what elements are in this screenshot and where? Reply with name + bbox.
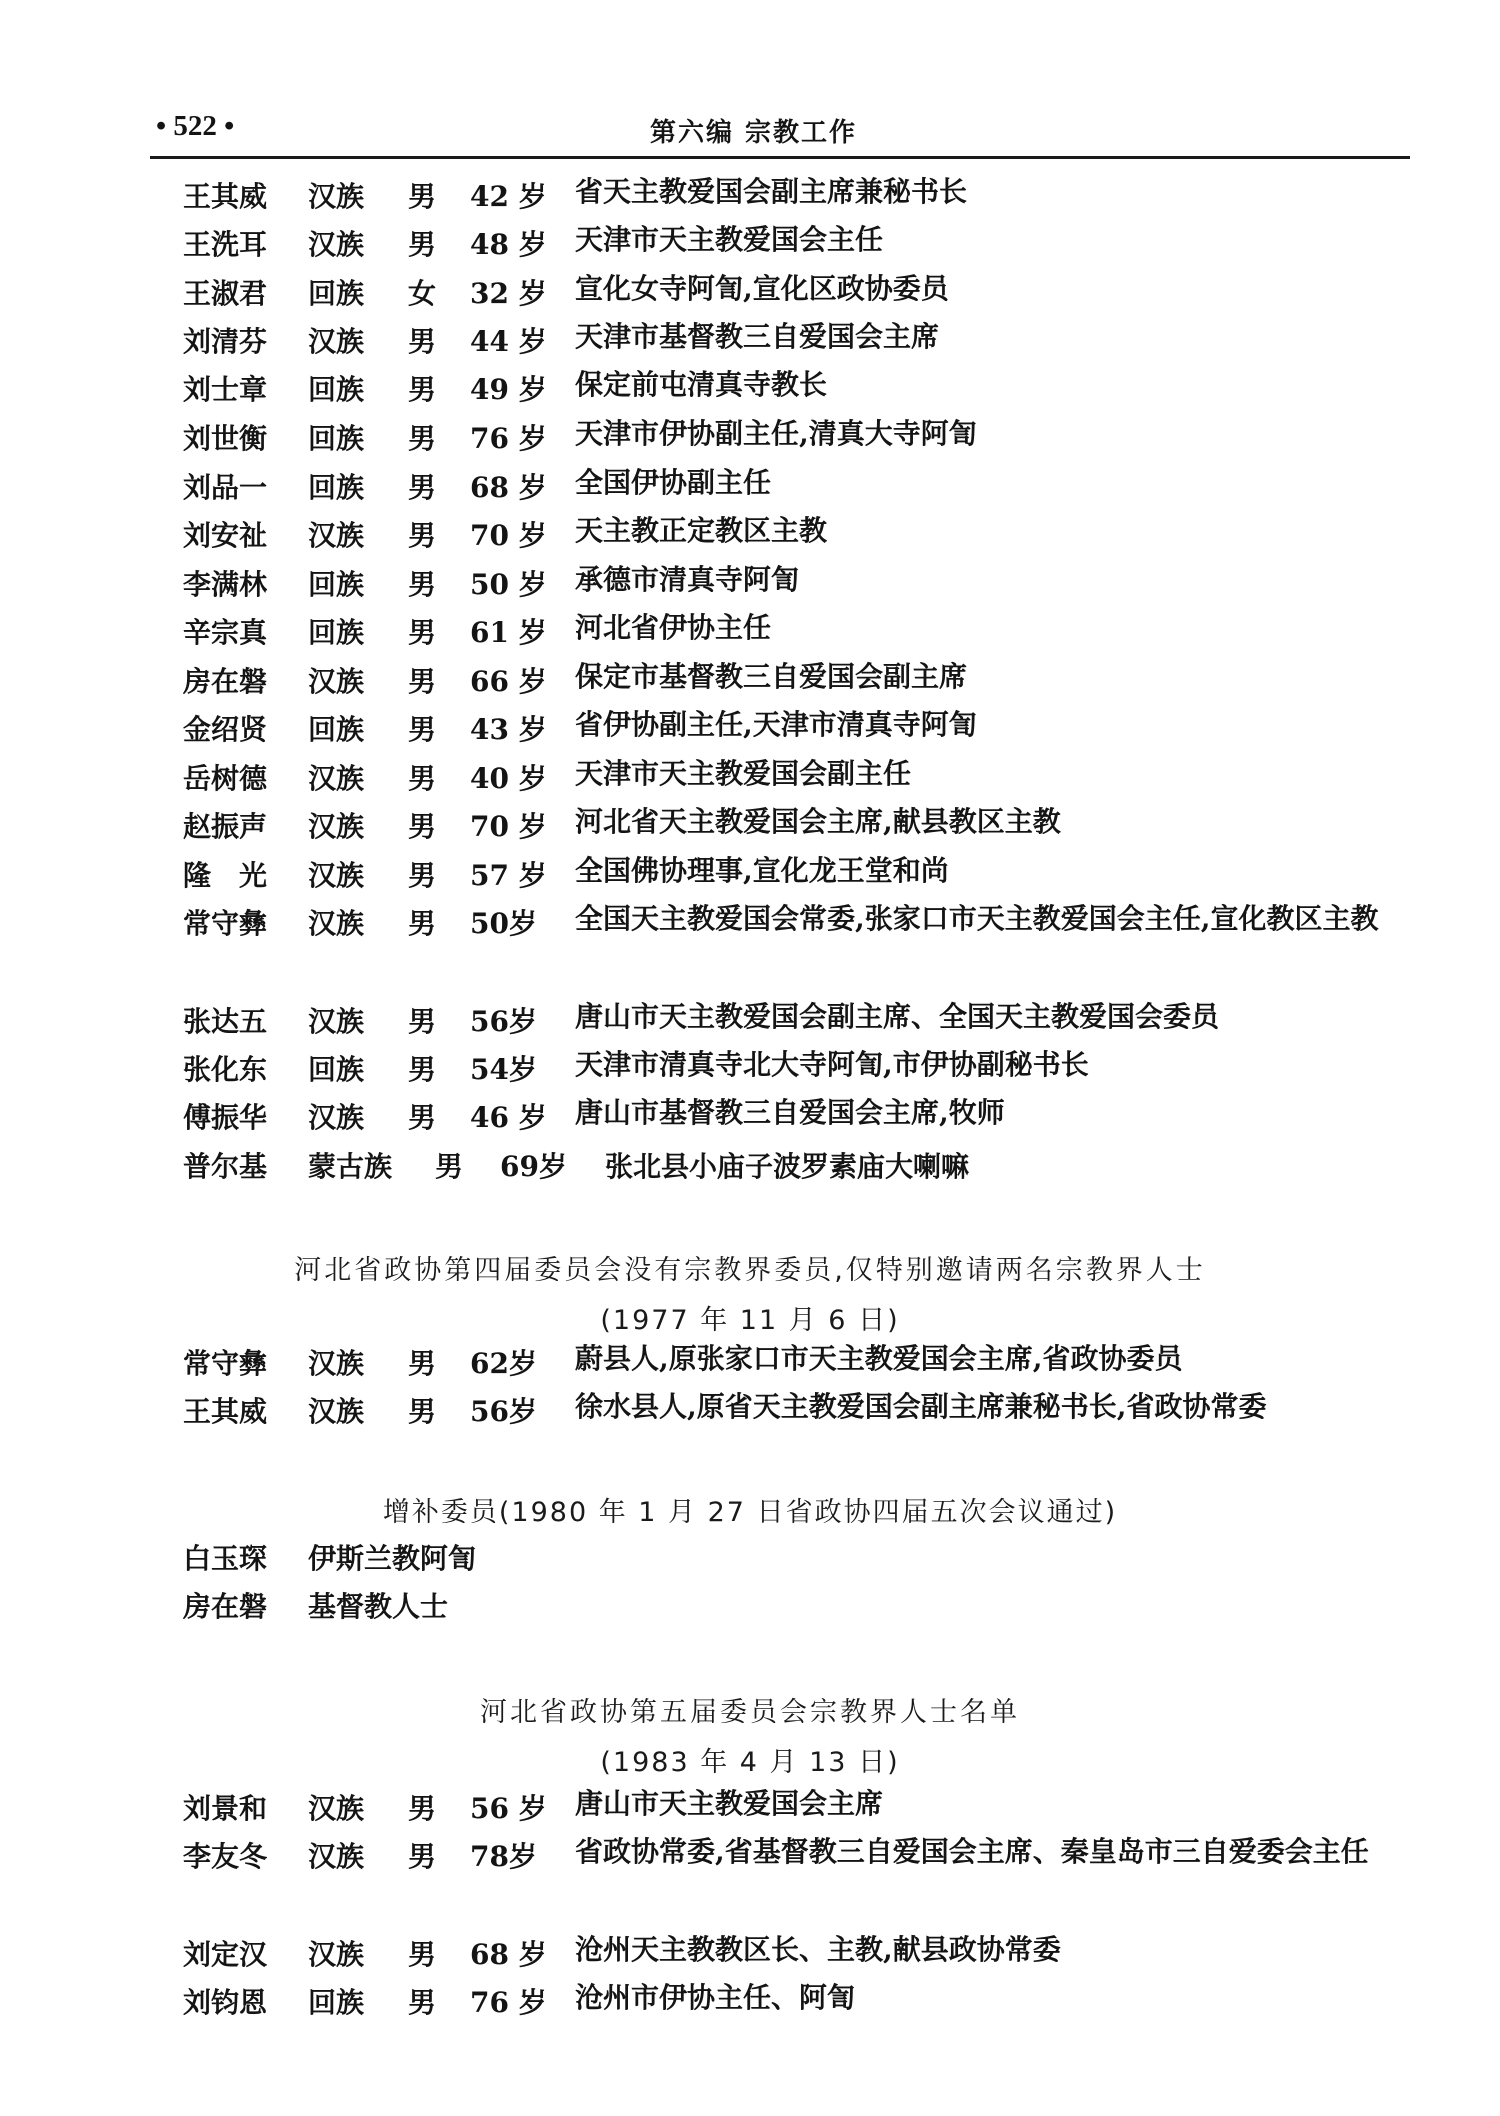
member-row — [0, 708, 1500, 754]
member-row — [0, 1390, 1500, 1436]
member-row — [0, 902, 1500, 948]
member-age: 70 岁 — [470, 519, 547, 552]
member-age: 42 岁 — [470, 180, 547, 213]
member-ethnicity: 汉族 — [308, 519, 365, 552]
member-sex: 男 — [408, 1347, 437, 1380]
member-description: 承德市清真寺阿訇 — [575, 563, 800, 596]
member-name: 赵振声 — [183, 810, 268, 843]
member-description: 河北省伊协主任 — [575, 611, 772, 644]
member-sex: 男 — [408, 1053, 437, 1086]
section5-date: (1983 年 4 月 13 日) — [600, 1747, 900, 1778]
member-sex: 男 — [408, 1986, 437, 2019]
member-ethnicity: 汉族 — [308, 325, 365, 358]
member-row — [0, 417, 1500, 463]
member-ethnicity: 回族 — [308, 568, 365, 601]
member-age: 69岁 — [500, 1150, 567, 1183]
member-name: 白玉琛 — [183, 1542, 268, 1575]
member-ethnicity: 汉族 — [308, 859, 365, 892]
member-description: 保定前屯清真寺教长 — [575, 368, 828, 401]
member-description: 全国伊协副主任 — [575, 466, 772, 499]
member-row — [0, 1096, 1500, 1142]
member-name: 岳树德 — [183, 762, 268, 795]
member-name: 房在磐 — [183, 665, 268, 698]
member-ethnicity: 汉族 — [308, 1347, 365, 1380]
member-age: 76 岁 — [470, 1986, 547, 2019]
member-description: 河北省天主教爱国会主席,献县教区主教 — [575, 805, 1061, 838]
page-number: • 522 • — [156, 110, 235, 142]
member-ethnicity: 汉族 — [308, 762, 365, 795]
member-age: 50 岁 — [470, 568, 547, 601]
member-age: 46 岁 — [470, 1101, 547, 1134]
member-row — [0, 1145, 1500, 1191]
section4-date: (1977 年 11 月 6 日) — [600, 1305, 900, 1336]
member-name: 常守彝 — [183, 1347, 268, 1380]
member-description: 省伊协副主任,天津市清真寺阿訇 — [575, 708, 977, 741]
member-age: 43 岁 — [470, 713, 547, 746]
member-description: 天津市天主教爱国会主任 — [575, 223, 884, 256]
member-age: 40 岁 — [470, 762, 547, 795]
member-age: 78岁 — [470, 1840, 537, 1873]
member-sex: 男 — [408, 228, 437, 261]
member-sex: 男 — [408, 471, 437, 504]
member-name: 傅振华 — [183, 1101, 268, 1134]
member-ethnicity: 汉族 — [308, 810, 365, 843]
running-title: 第六编 宗教工作 — [650, 118, 858, 148]
member-ethnicity: 蒙古族 — [308, 1150, 393, 1183]
member-description: 天津市基督教三自爱国会主席 — [575, 320, 940, 353]
member-age: 68 岁 — [470, 1938, 547, 1971]
member-age: 57 岁 — [470, 859, 547, 892]
member-description: 沧州天主教教区长、主教,献县政协常委 — [575, 1933, 1061, 1966]
member-row — [0, 223, 1500, 269]
member-sex: 男 — [408, 1101, 437, 1134]
member-ethnicity: 汉族 — [308, 1005, 365, 1038]
member-name: 刘安祉 — [183, 519, 268, 552]
member-ethnicity: 汉族 — [308, 1101, 365, 1134]
member-description: 徐水县人,原省天主教爱国会副主席兼秘书长,省政协常委 — [575, 1390, 1267, 1423]
member-sex: 男 — [408, 859, 437, 892]
member-name: 王其威 — [183, 1395, 268, 1428]
member-sex: 男 — [408, 1792, 437, 1825]
member-name: 辛宗真 — [183, 616, 268, 649]
member-name: 房在磐 — [183, 1590, 268, 1623]
member-ethnicity: 汉族 — [308, 1395, 365, 1428]
member-ethnicity: 汉族 — [308, 907, 365, 940]
member-description: 天津市伊协副主任,清真大寺阿訇 — [575, 417, 977, 450]
member-sex: 男 — [408, 373, 437, 406]
member-description: 天津市清真寺北大寺阿訇,市伊协副秘书长 — [575, 1048, 1089, 1081]
member-sex: 男 — [408, 665, 437, 698]
member-age: 61 岁 — [470, 616, 547, 649]
supplement-caption: 增补委员(1980 年 1 月 27 日省政协四届五次会议通过) — [382, 1497, 1118, 1528]
member-description: 省天主教爱国会副主席兼秘书长 — [575, 175, 968, 208]
member-description: 蔚县人,原张家口市天主教爱国会主席,省政协委员 — [575, 1342, 1183, 1375]
member-sex: 男 — [408, 616, 437, 649]
member-name: 李满林 — [183, 568, 268, 601]
member-row — [0, 1585, 1500, 1631]
member-age: 66 岁 — [470, 665, 547, 698]
member-name: 普尔基 — [183, 1150, 268, 1183]
member-name: 刘钧恩 — [183, 1986, 268, 2019]
member-description: 唐山市天主教爱国会副主席、全国天主教爱国会委员 — [575, 1000, 1220, 1033]
member-name: 王其威 — [183, 180, 268, 213]
member-ethnicity: 汉族 — [308, 1840, 365, 1873]
member-name: 刘景和 — [183, 1792, 268, 1825]
member-age: 54岁 — [470, 1053, 537, 1086]
member-name: 王淑君 — [183, 277, 268, 310]
member-ethnicity: 回族 — [308, 713, 365, 746]
member-age: 68 岁 — [470, 471, 547, 504]
member-ethnicity: 回族 — [308, 1053, 365, 1086]
member-sex: 男 — [408, 762, 437, 795]
member-ethnicity: 汉族 — [308, 1938, 365, 1971]
member-sex: 男 — [408, 519, 437, 552]
member-name: 隆 光 — [183, 859, 268, 892]
member-sex: 男 — [408, 1840, 437, 1873]
member-row — [0, 1981, 1500, 2027]
member-ethnicity: 汉族 — [308, 665, 365, 698]
member-age: 49 岁 — [470, 373, 547, 406]
member-name: 金绍贤 — [183, 713, 268, 746]
member-sex: 男 — [408, 180, 437, 213]
member-ethnicity: 回族 — [308, 471, 365, 504]
member-name: 刘定汉 — [183, 1938, 268, 1971]
member-description: 省政协常委,省基督教三自爱国会主席、秦皇岛市三自爱委会主任 — [575, 1835, 1369, 1868]
section4-caption: 河北省政协第四届委员会没有宗教界委员,仅特别邀请两名宗教界人士 — [294, 1255, 1206, 1286]
member-sex: 男 — [408, 1938, 437, 1971]
member-ethnicity: 汉族 — [308, 1792, 365, 1825]
member-row — [0, 514, 1500, 560]
member-description: 保定市基督教三自爱国会副主席 — [575, 660, 968, 693]
member-sex: 男 — [408, 325, 437, 358]
member-age: 44 岁 — [470, 325, 547, 358]
member-sex: 女 — [408, 277, 437, 310]
member-row — [0, 1835, 1500, 1881]
member-age: 56 岁 — [470, 1792, 547, 1825]
member-age: 32 岁 — [470, 277, 547, 310]
member-age: 56岁 — [470, 1005, 537, 1038]
member-name: 王洗耳 — [183, 228, 268, 261]
member-name: 刘世衡 — [183, 422, 268, 455]
member-row — [0, 1537, 1500, 1583]
member-description: 沧州市伊协主任、阿訇 — [575, 1981, 856, 2014]
member-name: 张达五 — [183, 1005, 268, 1038]
member-age: 48 岁 — [470, 228, 547, 261]
member-name: 刘清芬 — [183, 325, 268, 358]
member-name: 刘士章 — [183, 373, 268, 406]
member-sex: 男 — [408, 1395, 437, 1428]
member-name: 李友冬 — [183, 1840, 268, 1873]
member-age: 70 岁 — [470, 810, 547, 843]
member-ethnicity: 回族 — [308, 373, 365, 406]
member-age: 76 岁 — [470, 422, 547, 455]
member-sex: 男 — [435, 1150, 464, 1183]
member-ethnicity: 回族 — [308, 277, 365, 310]
member-ethnicity: 回族 — [308, 616, 365, 649]
member-description: 全国天主教爱国会常委,张家口市天主教爱国会主任,宣化教区主教 — [575, 902, 1379, 935]
member-name: 常守彝 — [183, 907, 268, 940]
member-sex: 男 — [408, 568, 437, 601]
member-description: 张北县小庙子波罗素庙大喇嘛 — [605, 1150, 970, 1183]
member-ethnicity: 汉族 — [308, 228, 365, 261]
section5-caption: 河北省政协第五届委员会宗教界人士名单 — [480, 1697, 1020, 1728]
member-row — [0, 368, 1500, 414]
member-description: 天津市天主教爱国会副主任 — [575, 757, 912, 790]
member-description: 唐山市天主教爱国会主席 — [575, 1787, 884, 1820]
member-ethnicity: 回族 — [308, 422, 365, 455]
member-name: 张化东 — [183, 1053, 268, 1086]
member-row — [0, 611, 1500, 657]
member-role: 基督教人士 — [308, 1590, 449, 1623]
member-sex: 男 — [408, 422, 437, 455]
member-ethnicity: 汉族 — [308, 180, 365, 213]
member-sex: 男 — [408, 907, 437, 940]
member-role: 伊斯兰教阿訇 — [308, 1542, 477, 1575]
member-name: 刘品一 — [183, 471, 268, 504]
member-age: 62岁 — [470, 1347, 537, 1380]
member-sex: 男 — [408, 1005, 437, 1038]
member-description: 全国佛协理事,宣化龙王堂和尚 — [575, 854, 949, 887]
member-age: 50岁 — [470, 907, 537, 940]
member-description: 宣化女寺阿訇,宣化区政协委员 — [575, 272, 949, 305]
member-sex: 男 — [408, 810, 437, 843]
member-sex: 男 — [408, 713, 437, 746]
member-age: 56岁 — [470, 1395, 537, 1428]
page-header — [150, 110, 1410, 159]
member-description: 天主教正定教区主教 — [575, 514, 828, 547]
member-description: 唐山市基督教三自爱国会主席,牧师 — [575, 1096, 1005, 1129]
member-row — [0, 805, 1500, 851]
member-ethnicity: 回族 — [308, 1986, 365, 2019]
